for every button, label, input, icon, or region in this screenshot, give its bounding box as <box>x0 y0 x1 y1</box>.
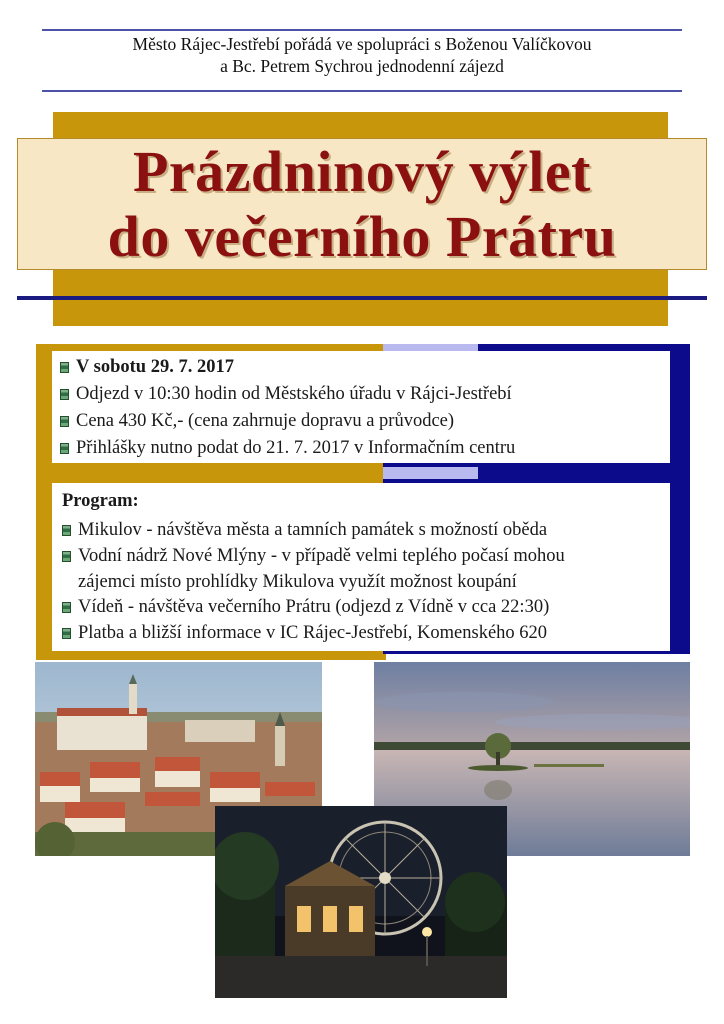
program-item-payment: Platba a bližší informace v IC Rájec-Jestřebí, Komenského 620 <box>78 623 548 643</box>
program-item-nove-mlyny: Vodní nádrž Nové Mlýny - v případě velmi teplého počasí mohou <box>78 546 565 566</box>
program-panel <box>52 483 670 651</box>
info-date: V sobotu 29. 7. 2017 <box>76 357 234 377</box>
program-item-nove-mlyny-cont: zájemci místo prohlídky Mikulova využít možnost koupání <box>78 572 517 592</box>
info-registration: Přihlášky nutno podat do 21. 7. 2017 v Informačním centru <box>76 438 516 458</box>
prater-photo <box>215 806 507 998</box>
bullet-icon <box>62 628 71 639</box>
info-accent-strip-2 <box>383 467 478 479</box>
bullet-icon <box>60 362 69 373</box>
intro-bottom-rule <box>42 90 682 92</box>
title-underline <box>17 296 707 300</box>
intro-line-2: a Bc. Petrem Sychrou jednodenní zájezd <box>220 56 504 76</box>
bullet-icon <box>60 443 69 454</box>
info-departure: Odjezd v 10:30 hodin od Městského úřadu v Rájci-Jestřebí <box>76 384 512 404</box>
info-panel <box>52 351 670 463</box>
bullet-icon <box>62 551 71 562</box>
bullet-icon <box>62 525 71 536</box>
info-price: Cena 430 Kč,- (cena zahrnuje dopravu a průvodce) <box>76 411 455 431</box>
info-accent-strip <box>383 344 478 351</box>
program-item-mikulov: Mikulov - návštěva města a tamních památek s možností oběda <box>78 520 548 540</box>
bullet-icon <box>62 602 71 613</box>
title-line-2: do večerního Prátru <box>107 204 617 269</box>
program-item-viden: Vídeň - návštěva večerního Prátru (odjezd z Vídně v cca 22:30) <box>78 597 550 617</box>
bullet-icon <box>60 389 69 400</box>
bullet-icon <box>60 416 69 427</box>
program-heading: Program: <box>62 491 139 511</box>
intro-text <box>42 33 682 77</box>
title-line-1: Prázdninový výlet <box>133 139 591 204</box>
title-box <box>17 138 707 270</box>
top-rule <box>42 29 682 31</box>
intro-line-1: Město Rájec-Jestřebí pořádá ve spolupráci s Boženou Valíčkovou <box>132 34 592 54</box>
